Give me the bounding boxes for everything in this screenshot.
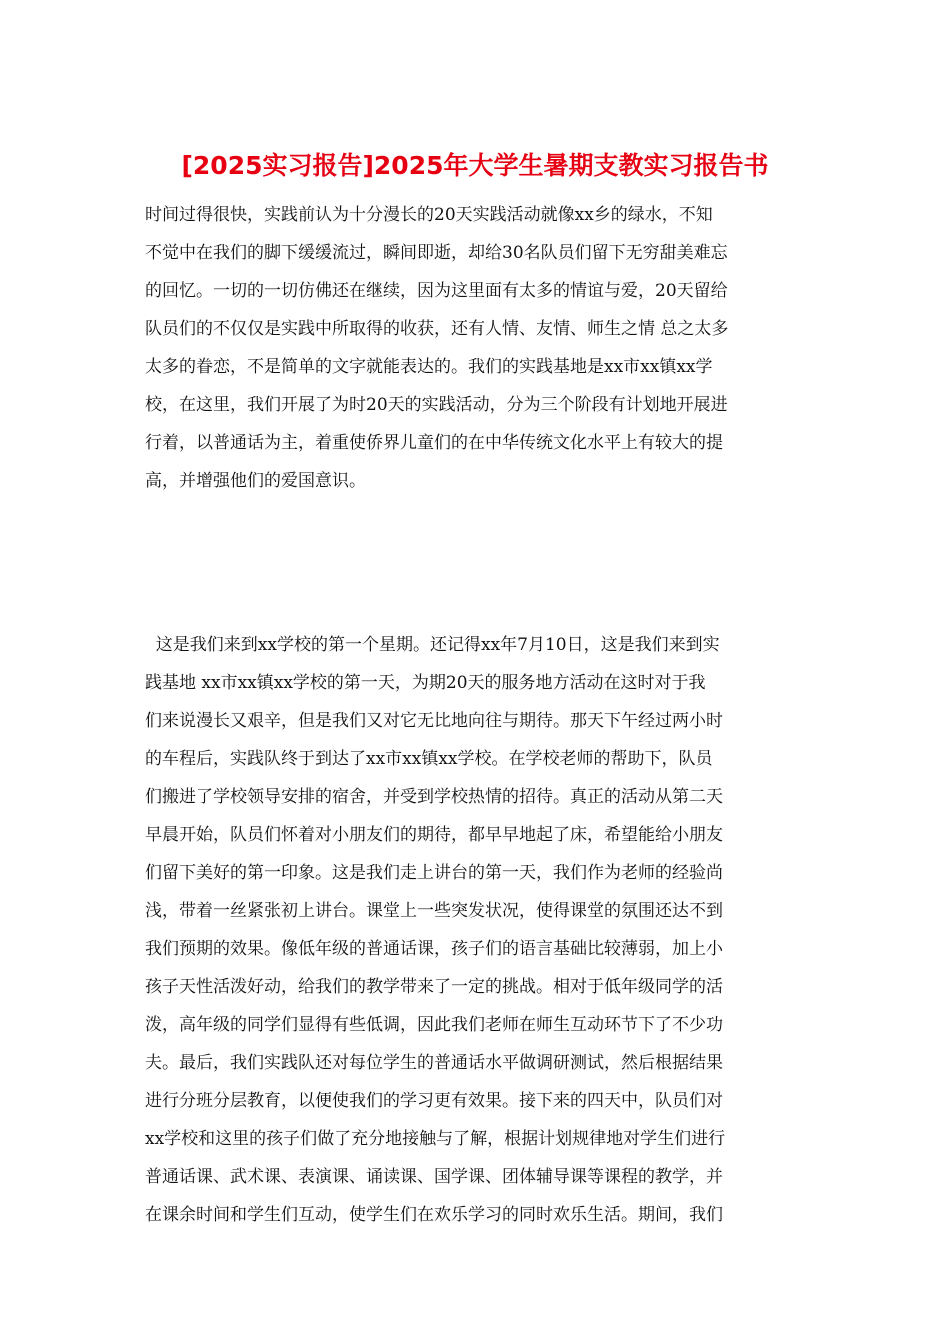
paragraph-1 bbox=[145, 196, 809, 500]
text-line: 的回忆。一切的一切仿佛还在继续，因为这里面有太多的情谊与爱，20天留给 bbox=[145, 281, 728, 301]
text-line: 们留下美好的第一印象。这是我们走上讲台的第一天，我们作为老师的经验尚 bbox=[145, 863, 723, 883]
text-line: 在课余时间和学生们互动，使学生们在欢乐学习的同时欢乐生活。期间，我们 bbox=[145, 1205, 723, 1225]
text-line: 夫。最后，我们实践队还对每位学生的普通话水平做调研测试，然后根据结果 bbox=[145, 1053, 723, 1073]
paragraph-2 bbox=[145, 626, 809, 1234]
text-line: 们搬进了学校领导安排的宿舍，并受到学校热情的招待。真正的活动从第二天 bbox=[145, 787, 723, 807]
text-line: 泼，高年级的同学们显得有些低调，因此我们老师在师生互动环节下了不少功 bbox=[145, 1015, 723, 1035]
text-line: 时间过得很快，实践前认为十分漫长的20天实践活动就像xx乡的绿水，不知 bbox=[145, 205, 713, 225]
text-line: 的车程后，实践队终于到达了xx市xx镇xx学校。在学校老师的帮助下，队员 bbox=[145, 749, 713, 769]
text-line: 浅，带着一丝紧张初上讲台。课堂上一些突发状况，使得课堂的氛围还达不到 bbox=[145, 901, 723, 921]
text-line: 高，并增强他们的爱国意识。 bbox=[145, 471, 366, 491]
text-line: 不觉中在我们的脚下缓缓流过，瞬间即逝，却给30名队员们留下无穷甜美难忘 bbox=[145, 243, 728, 263]
text-line: 普通话课、武术课、表演课、诵读课、国学课、团体辅导课等课程的教学，并 bbox=[145, 1167, 723, 1187]
text-line: xx学校和这里的孩子们做了充分地接触与了解，根据计划规律地对学生们进行 bbox=[145, 1129, 726, 1149]
text-line: 太多的眷恋，不是简单的文字就能表达的。我们的实践基地是xx市xx镇xx学 bbox=[145, 357, 713, 377]
text-line: 我们预期的效果。像低年级的普通话课，孩子们的语言基础比较薄弱，加上小 bbox=[145, 939, 723, 959]
text-line: 这是我们来到xx学校的第一个星期。还记得xx年7月10日，这是我们来到实 bbox=[145, 635, 720, 655]
text-line: 进行分班分层教育，以便使我们的学习更有效果。接下来的四天中，队员们对 bbox=[145, 1091, 723, 1111]
text-line: 队员们的不仅仅是实践中所取得的收获，还有人情、友情、师生之情 总之太多 bbox=[145, 319, 729, 339]
text-line: 早晨开始，队员们怀着对小朋友们的期待，都早早地起了床，希望能给小朋友 bbox=[145, 825, 723, 845]
document-title: [2025实习报告]2025年大学生暑期支教实习报告书 bbox=[181, 151, 769, 180]
text-line: 校，在这里，我们开展了为时20天的实践活动，分为三个阶段有计划地开展进 bbox=[145, 395, 728, 415]
text-line: 行着，以普通话为主，着重使侨界儿童们的在中华传统文化水平上有较大的提 bbox=[145, 433, 723, 453]
text-line: 践基地 xx市xx镇xx学校的第一天，为期20天的服务地方活动在这时对于我 bbox=[145, 673, 706, 693]
text-line: 孩子天性活泼好动，给我们的教学带来了一定的挑战。相对于低年级同学的活 bbox=[145, 977, 723, 997]
text-line: 们来说漫长又艰辛，但是我们又对它无比地向往与期待。那天下午经过两小时 bbox=[145, 711, 723, 731]
